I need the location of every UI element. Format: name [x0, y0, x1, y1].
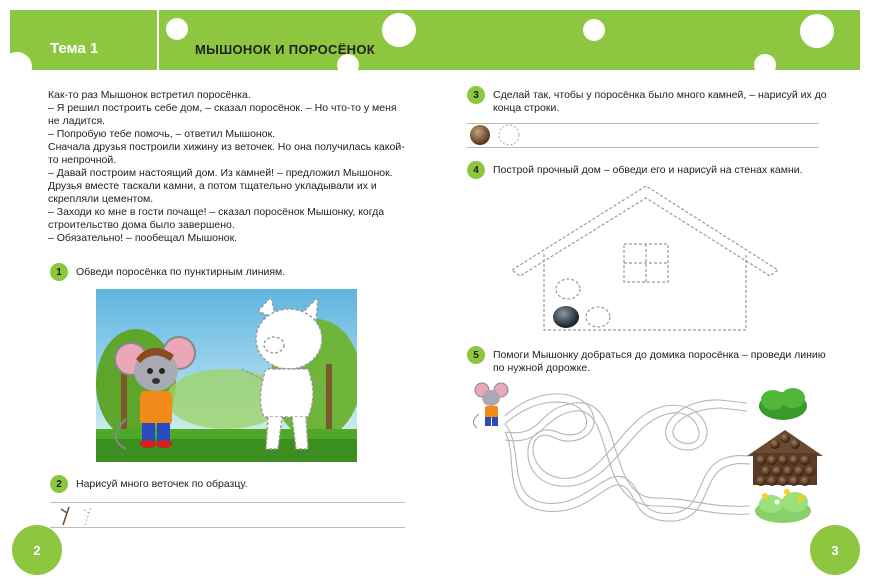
page-title: МЫШОНОК И ПОРОСЁНОК	[195, 42, 376, 57]
flower-bush-destination-icon	[755, 489, 811, 523]
story-line: – Давай построим настоящий дом. Из камней! – предложил Мышонок.	[48, 167, 393, 179]
page-number-left	[12, 525, 62, 575]
topic-label: Тема 1	[50, 40, 99, 57]
page-number-text: 3	[831, 542, 839, 558]
task-text: Сделай так, чтобы у поросёнка было много камней, – нарисуй их до конца строки.	[493, 89, 827, 114]
writing-line-bottom	[50, 527, 405, 528]
task-3	[467, 89, 827, 115]
story-line: Сначала друзья построили хижину из веточек. Но она получилась какой-то непрочной.	[48, 141, 405, 166]
decor-bubble	[166, 18, 188, 40]
task-4	[467, 164, 827, 179]
task-number: 4	[467, 161, 485, 179]
twig-sample[interactable]	[55, 503, 105, 527]
decor-bubble	[382, 13, 416, 47]
stone-line-bottom	[467, 147, 819, 148]
decor-bubble	[754, 54, 776, 70]
stone-house-destination-icon	[747, 430, 823, 486]
header-banner	[10, 10, 860, 70]
story-line: Как-то раз Мышонок встретил поросёнка.	[48, 89, 251, 101]
task-2	[50, 478, 410, 493]
task-number: 5	[467, 346, 485, 364]
page-number-right	[810, 525, 860, 575]
decor-bubble	[583, 19, 605, 41]
task-number: 3	[467, 86, 485, 104]
task-text: Построй прочный дом – обведи его и нарисуй на стенах камни.	[493, 164, 803, 176]
task-5	[467, 349, 827, 375]
mouse-and-piglet-illustration	[96, 289, 357, 462]
task-text: Помоги Мышонку добраться до домика поросёнка – проведи линию по нужной дорожке.	[493, 349, 826, 374]
task-text: Обведи поросёнка по пунктирным линиям.	[76, 266, 286, 278]
story-line: – Попробую тебе помочь, – ответил Мышонок.	[48, 128, 276, 140]
story-line: – Заходи ко мне в гости почаще! – сказал поросёнок Мышонку, когда строительство дома было завершено.	[48, 206, 385, 231]
story-line: – Я решил построить себе дом, – сказал поросёнок. – Но что-то у меня не ладится.	[48, 102, 397, 127]
header-divider	[157, 10, 159, 70]
bush-destination-icon	[759, 388, 807, 420]
stone-row[interactable]	[467, 123, 527, 147]
decor-bubble	[800, 14, 834, 48]
mouse-small-icon	[473, 383, 508, 428]
task-number: 1	[50, 263, 68, 281]
task-1	[50, 266, 410, 281]
house-tracing[interactable]	[508, 182, 783, 332]
task-number: 2	[50, 475, 68, 493]
story-text	[48, 89, 405, 245]
decor-bubble	[10, 52, 32, 70]
story-line: – Обязательно! – пообещал Мышонок.	[48, 232, 238, 244]
maze[interactable]	[465, 378, 825, 523]
task-text: Нарисуй много веточек по образцу.	[76, 478, 248, 490]
page-number-text: 2	[33, 542, 41, 558]
story-line: Друзья вместе таскали камни, а потом тщательно укладывали их и скрепляли цементом.	[48, 180, 377, 205]
